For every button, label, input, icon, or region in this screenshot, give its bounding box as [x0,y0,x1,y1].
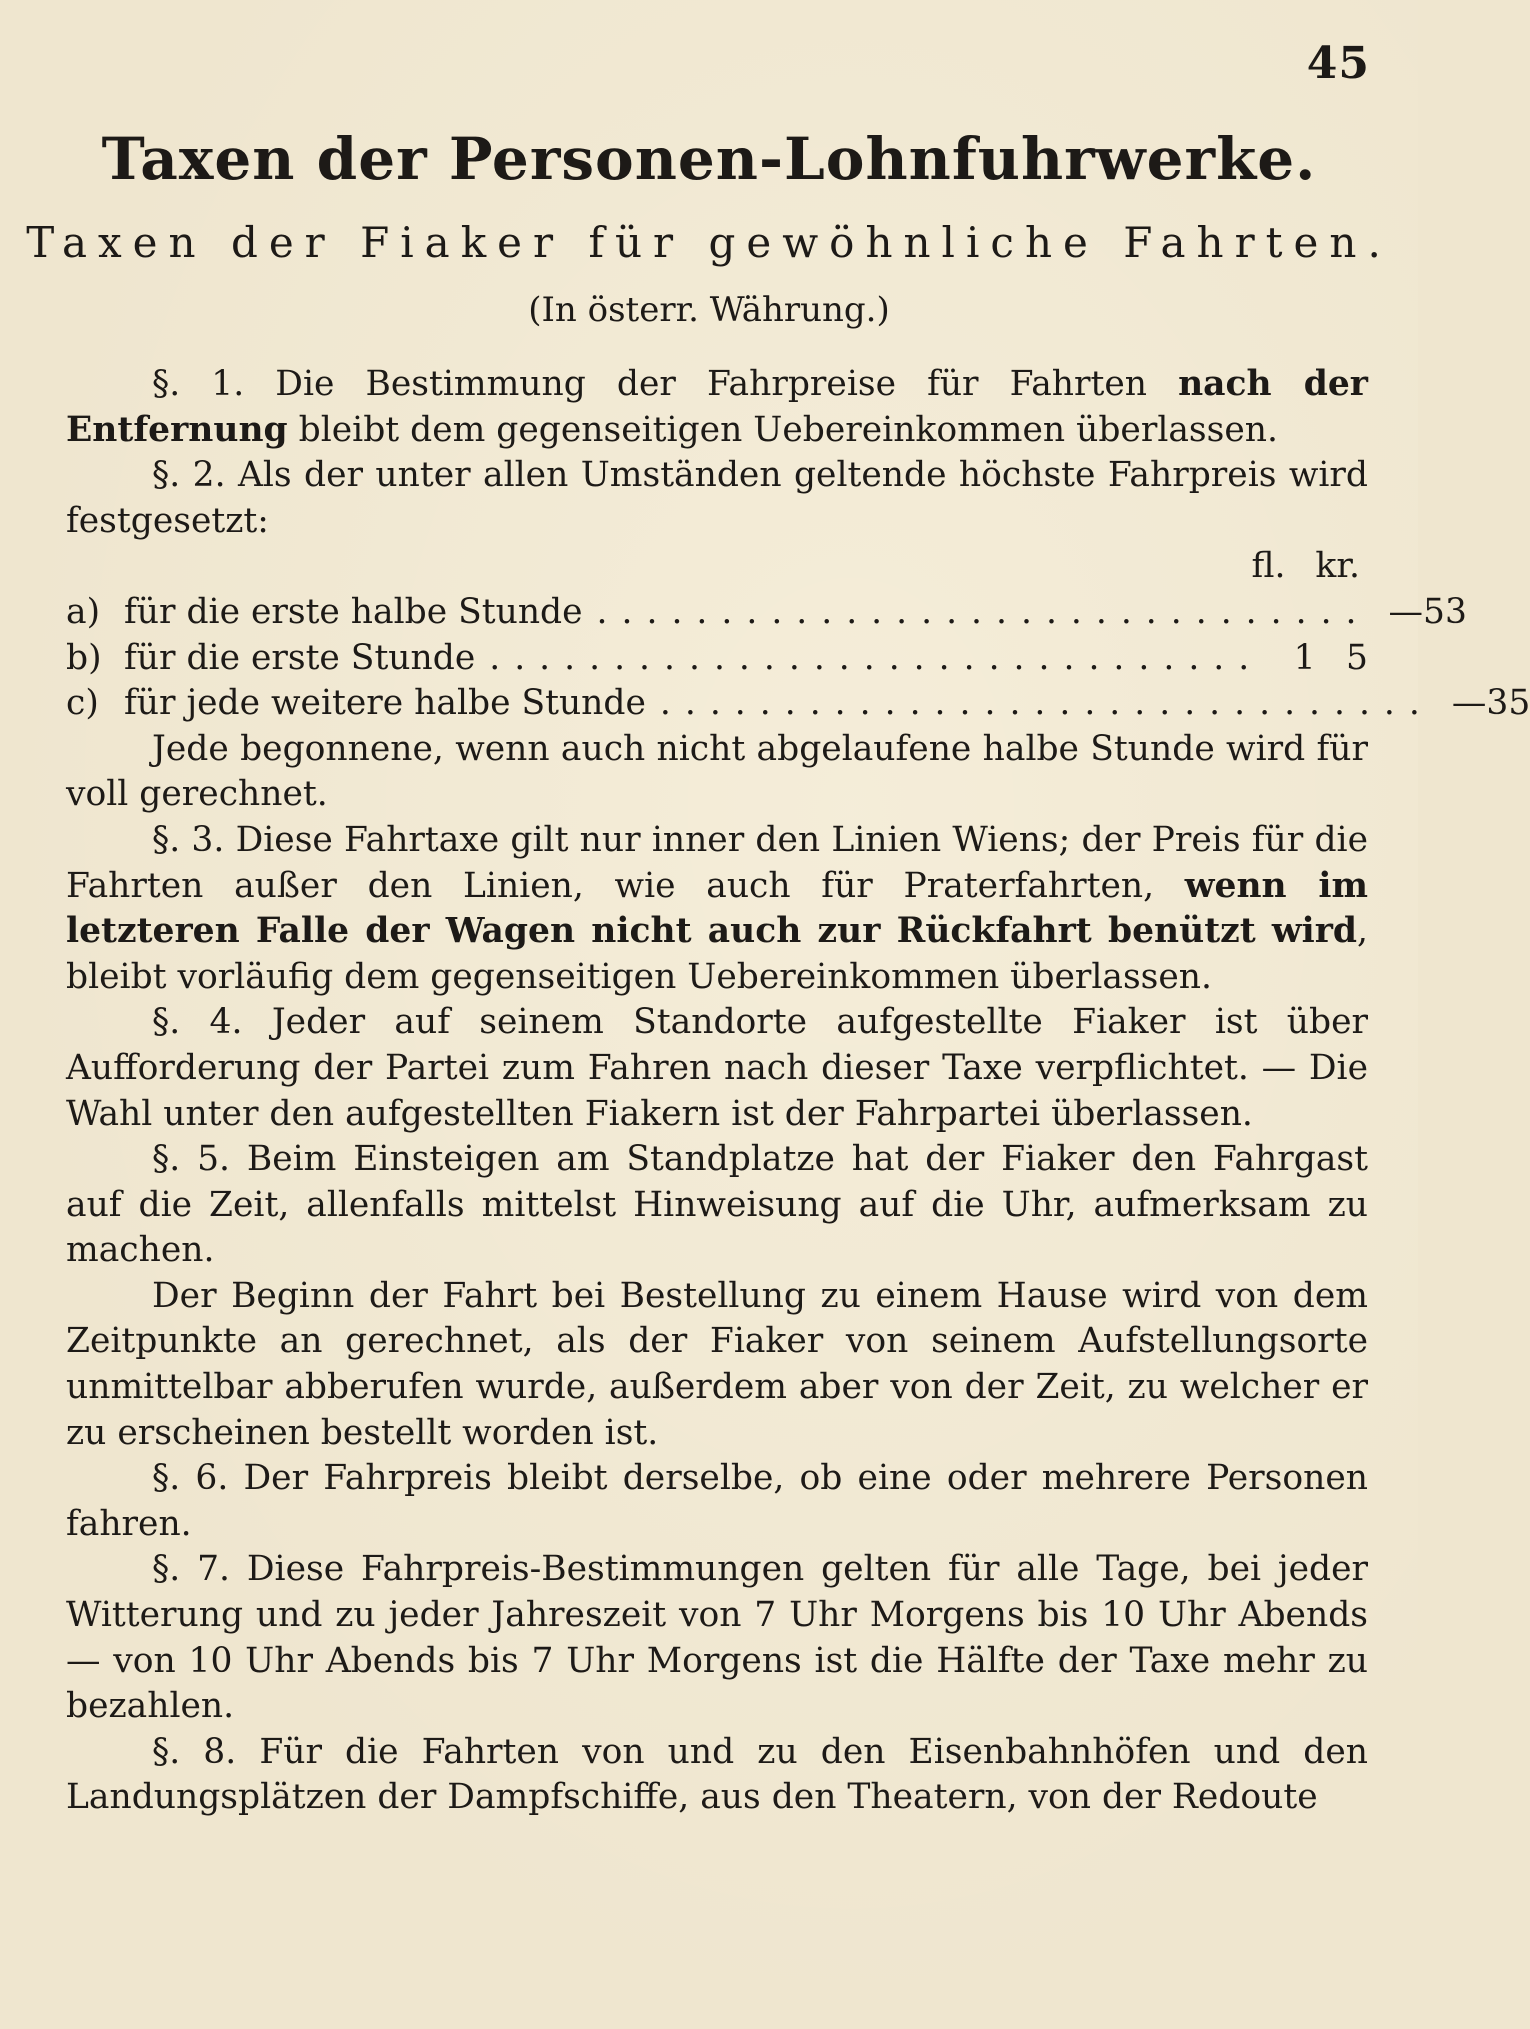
rate-fl: 1 [1293,637,1316,678]
rate-row [66,590,1467,636]
section-text: Jeder auf seinem Standorte aufgestellte Fiaker ist über Aufforderung der Partei zum Fahren nach dieser Taxe verpflichtet. — Die Wahl unter den aufgestellten Fiakern ist der Fahrpartei überlassen. [66,1002,1368,1134]
section-number: §. 7. [152,1549,231,1590]
section-8 [66,1730,1368,1821]
currency-note: (In österr. Währung.) [528,290,890,330]
rate-letter: a) [66,591,101,632]
section-text: Diese Fahrtaxe gilt nur inner den Linien Wiens; der Preis für die Fahrten außer den Linien, wie auch für Praterfahrten, [66,819,1368,906]
section-3 [66,818,1368,1000]
rate-row [66,636,1368,682]
section-emphasis: nach der Entfernung [66,364,1368,450]
section-text: Für die Fahrten von und zu den Eisenbahnhöfen und den Landungsplätzen der Dampfschiffe, aus den Theatern, von der Redoute [66,1731,1368,1818]
section-5 [66,1137,1368,1274]
rate-description: für jede weitere halbe Stunde [124,683,646,724]
section-number: §. 4. [152,1002,243,1043]
unit-fl: fl. [1251,546,1286,587]
section-6 [66,1456,1368,1547]
section-text: Der Fahrpreis bleibt derselbe, ob eine oder mehrere Personen fahren. [66,1458,1369,1544]
section-text: bleibt dem gegenseitigen Uebereinkommen überlassen. [287,409,1278,450]
unit-kr: kr. [1315,546,1360,587]
section-4 [66,1000,1368,1137]
section-2 [66,453,1368,544]
dot-leader: ............................... [596,591,1371,632]
section-text: Beim Einsteigen am Standplatze hat der Fiaker den Fahrgast auf die Zeit, allenfalls mittelst Hinweisung auf die Uhr, aufmerksam zu machen. [66,1139,1368,1271]
section-7 [66,1547,1368,1729]
section-emphasis: wenn im letzteren Falle der Wagen nicht auch zur Rückfahrt benützt wird [66,865,1368,952]
rate-letter: b) [66,637,102,678]
section-text: , bleibt vorläufig dem gegenseitigen Uebereinkommen überlassen. [66,911,1368,997]
rate-fl: — [1451,683,1487,724]
rate-description: für die erste halbe Stunde [124,591,583,632]
section-number: §. 8. [152,1731,237,1772]
section-1 [66,362,1368,453]
rate-label [66,590,583,636]
dot-leader: ............................... [489,637,1264,678]
rate-kr: 5 [1346,637,1368,678]
dot-leader: ............................... [659,683,1434,724]
rate-label [66,636,475,682]
page-number: 45 [1306,38,1370,89]
section-5-note: Der Beginn der Fahrt bei Bestellung zu einem Hause wird von dem Zeitpunkte an gerechnet, als der Fiaker von seinem Aufstellungsorte unmittelbar abberufen wurde, außerdem aber von der Zeit, zu welcher er zu erscheinen bestellt worden ist. [66,1275,1368,1453]
rate-letter: c) [66,683,99,724]
section-number: §. 6. [152,1458,229,1499]
rate-description: für die erste Stunde [124,637,476,678]
section-number: §. 3. [152,819,225,860]
section-2-note: Jede begonnene, wenn auch nicht abgelaufene halbe Stunde wird für voll gerechnet. [66,728,1368,815]
rate-label [66,681,646,727]
rate-fl: — [1388,591,1424,632]
section-text: Diese Fahrpreis-Bestimmungen gelten für alle Tage, bei jeder Witterung und zu jeder Jahreszeit von 7 Uhr Morgens bis 10 Uhr Abends — von 10 Uhr Abends bis 7 Uhr Morgens ist die Hälfte der Taxe mehr zu bezahlen. [66,1549,1369,1727]
section-text: Als der unter allen Umständen geltende höchste Fahrpreis wird festgesetzt: [66,455,1368,541]
section-number: §. 1. [152,364,245,404]
rate-kr: 35 [1486,683,1530,724]
rate-row [66,681,1530,727]
regulation-text [66,362,1530,1821]
rate-kr: 53 [1423,591,1467,632]
section-text: Die Bestimmung der Fahrpreise für Fahrten [275,364,1179,404]
page-subtitle: Taxen der Fiaker für gewöhnliche Fahrten. [26,218,1392,267]
section-number: §. 5. [152,1139,230,1180]
section-number: §. 2. [152,455,226,496]
page-title: Taxen der Personen-Lohnfuhrwerke. [101,125,1317,193]
rate-units-header [66,544,1368,590]
